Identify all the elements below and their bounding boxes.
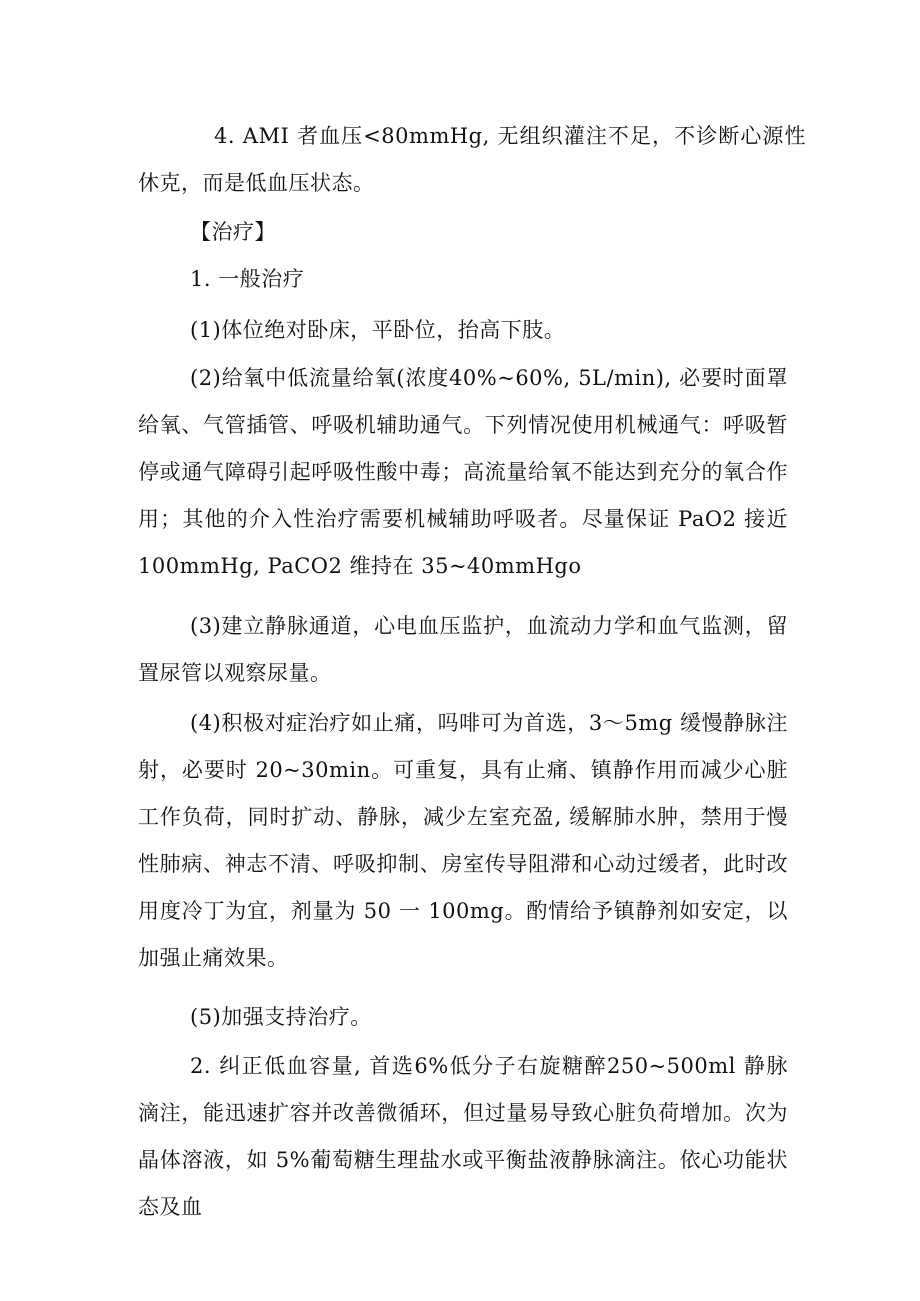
paragraph-oxygen-therapy: (2)给氧中低流量给氧(浓度40%~60%, 5L/min), 必要时面罩给氧、气管插管、呼吸机辅助通气。下列情况使用机械通气：呼吸暂停或通气障碍引起呼吸性酸中毒；高流量给氧不能达到充分的氧合作用；其他的介入性治疗需要机械辅助呼吸者。尽量保证 PaO2 接近100mmHg, PaCO2 维持在 35~40mmHgo — [138, 366, 788, 578]
paragraph-ami-hypotension: 4. AMI 者血压<80mmHg, 无组织灌注不足，不诊断心源性休克，而是低血压状态。 — [138, 124, 806, 195]
paragraph-correct-hypovolemia: 2. 纠正低血容量, 首选6%低分子右旋糖醉250~500ml 静脉滴注，能迅速扩容并改善微循环，但过量易导致心脏负荷增加。次为晶体溶液，如 5%葡萄糖生理盐水或平衡盐液静脉滴注。依心功能状态及血 — [138, 1054, 788, 1219]
section-heading-treatment: 【治疗】 — [190, 220, 276, 244]
paragraph-general-treatment: 1. 一般治疗 — [190, 267, 305, 291]
paragraph-venous-access: (3)建立静脉通道，心电血压监护，血流动力学和血气监测，留置尿管以观察尿量。 — [138, 614, 788, 685]
paragraph-supportive-treatment: (5)加强支持治疗。 — [190, 1005, 372, 1029]
paragraph-symptomatic-treatment: (4)积极对症治疗如止痛，吗啡可为首选，3～5mg 缓慢静脉注射，必要时 20~30min。可重复，具有止痛、镇静作用而减少心脏工作负荷，同时扩动、静脉，减少左室充盈, 缓解肺水肿，禁用于慢性肺病、神志不清、呼吸抑制、房室传导阻滞和心动过缓者，此时改用度冷丁为宜，剂量为 50 一 100mg。酌情给予镇静剂如安定，以加强止痛效果。 — [138, 711, 788, 970]
paragraph-body-position: (1)体位绝对卧床，平卧位，抬高下肢。 — [190, 318, 566, 342]
